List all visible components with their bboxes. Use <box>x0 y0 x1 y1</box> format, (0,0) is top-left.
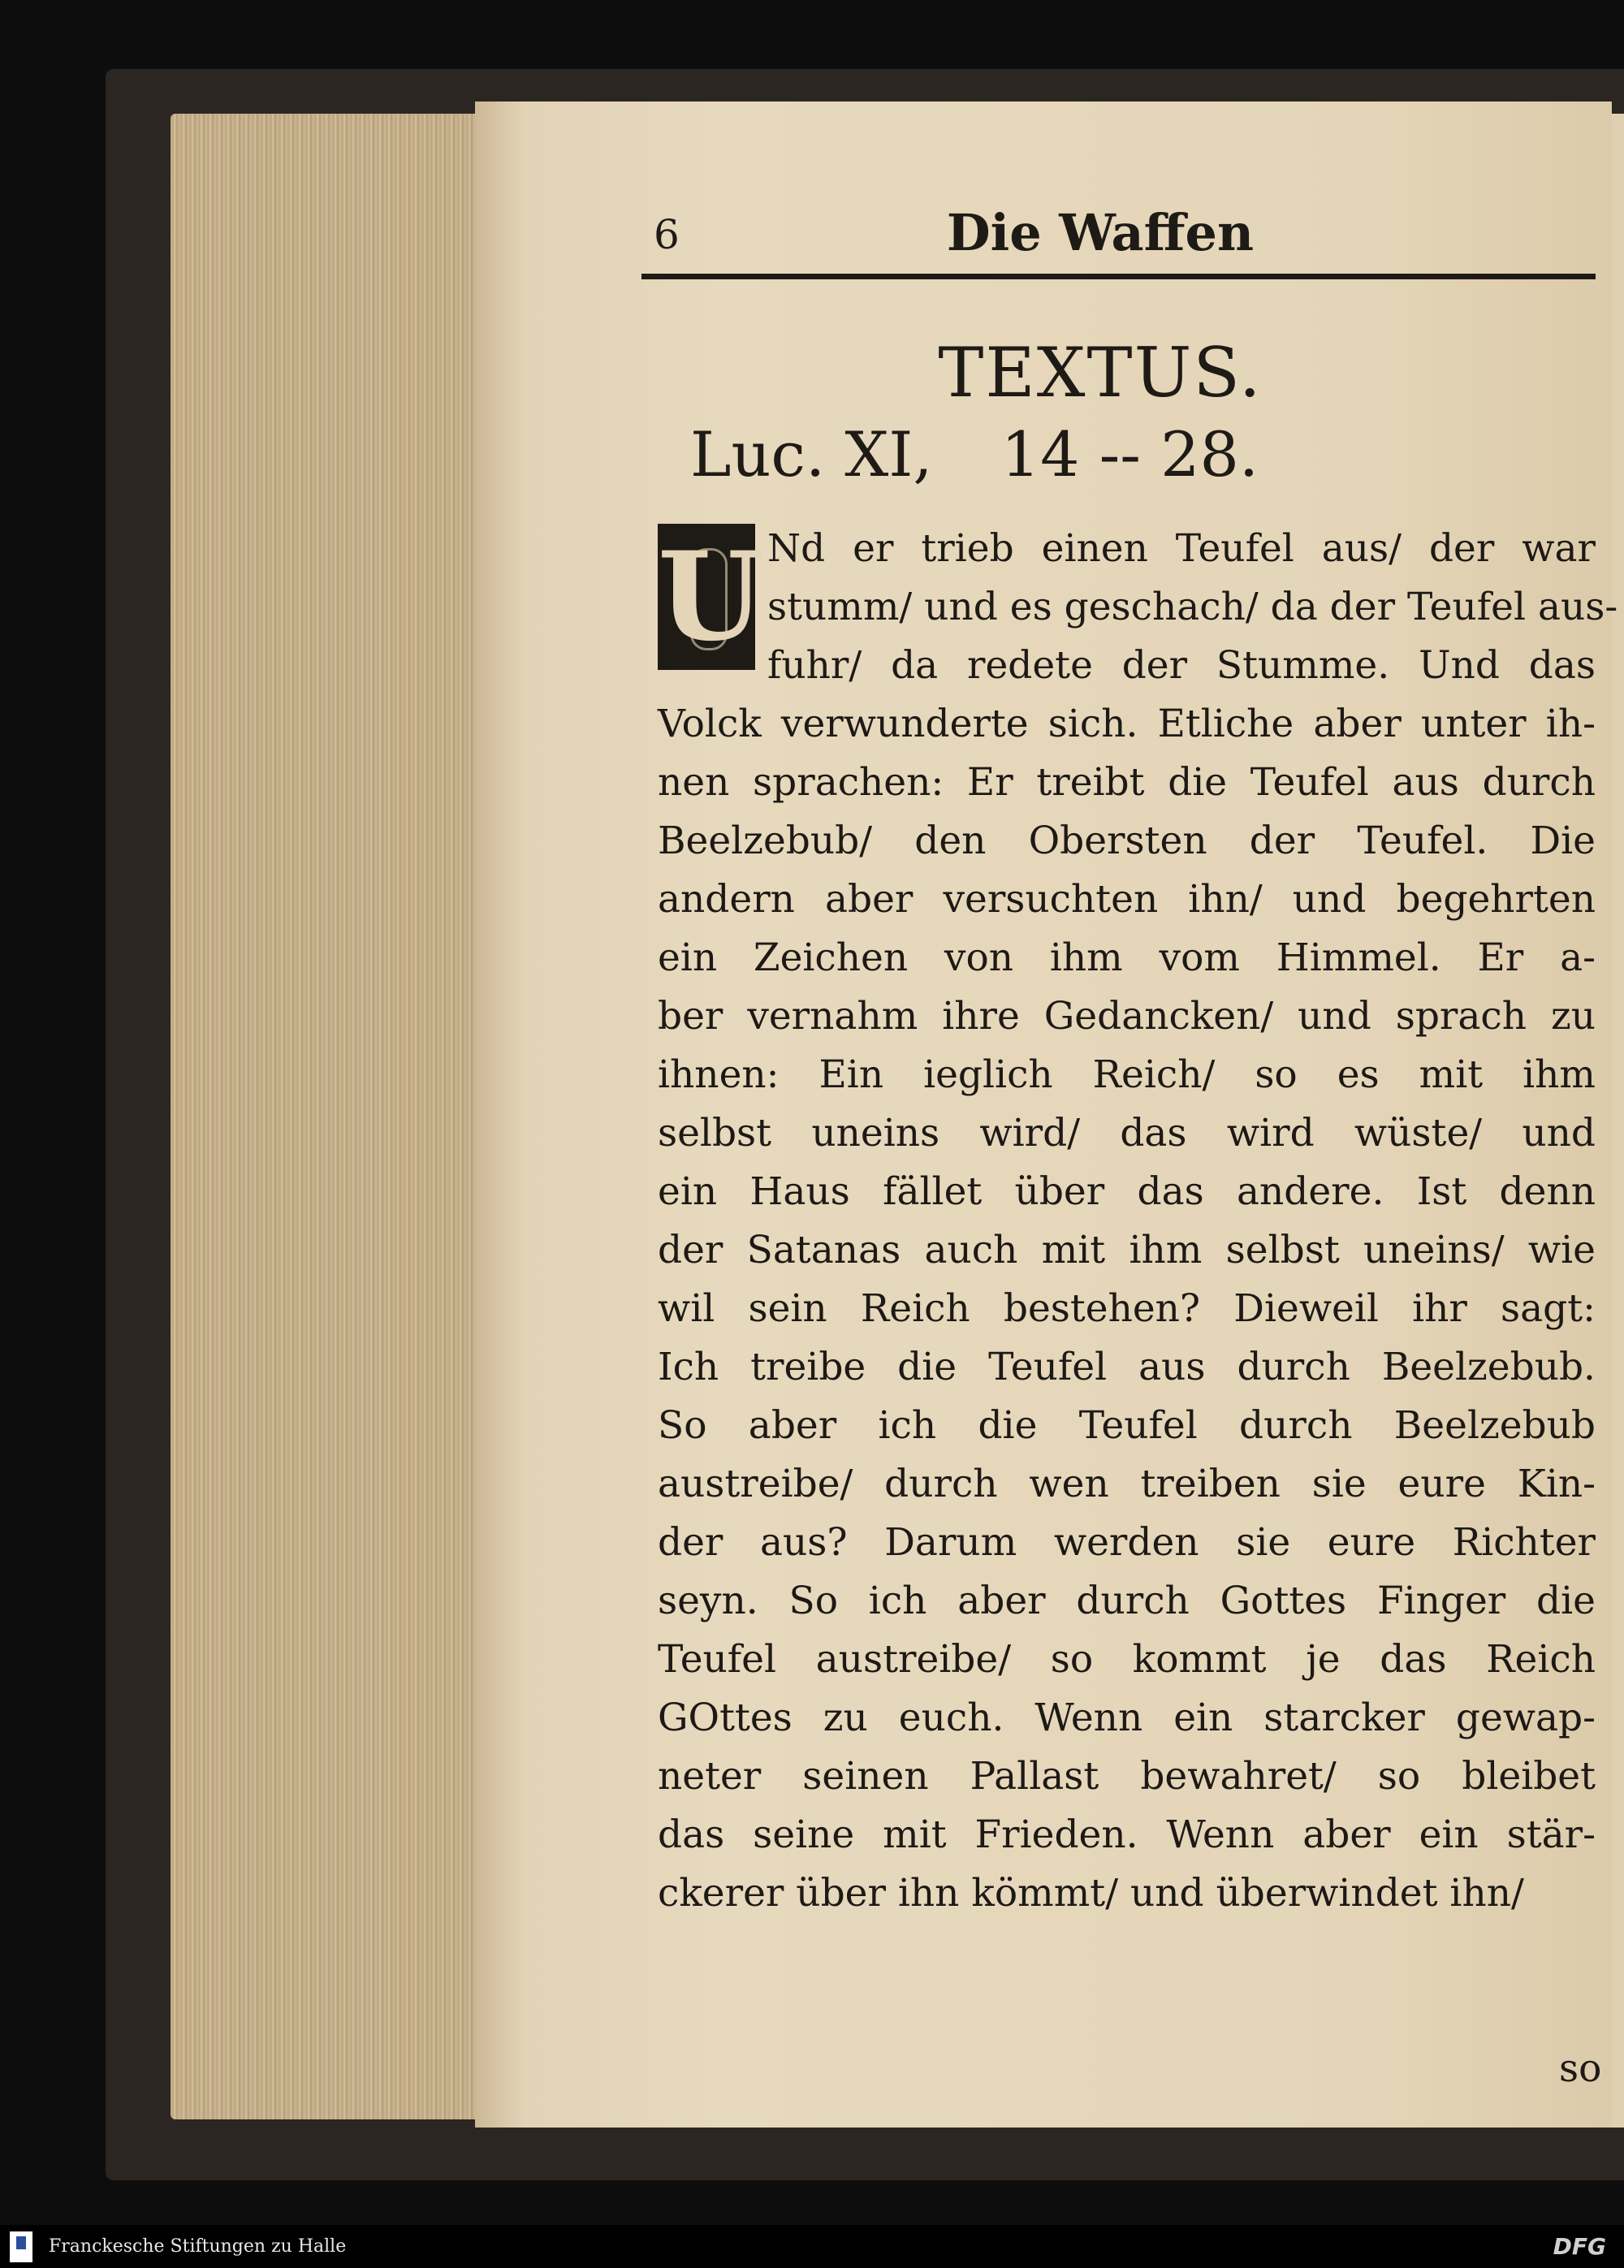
text-line: ein Haus fället über das andere. Ist denn <box>658 1169 1596 1214</box>
text-line: So aber ich die Teufel durch Beelzebub <box>658 1403 1596 1448</box>
text-line: Beelzebub/ den Obersten der Teufel. Die <box>658 819 1596 863</box>
text-line: Volck verwunderte sich. Etliche aber unter ih- <box>658 702 1596 746</box>
text-line: nen sprachen: Er treibt die Teufel aus durch <box>658 760 1596 805</box>
scripture-text <box>658 520 1618 1923</box>
page-stack <box>171 114 487 2119</box>
logo-mark <box>16 2236 26 2249</box>
text-line: ihnen: Ein ieglich Reich/ so es mit ihm <box>658 1052 1596 1097</box>
institution-name: Franckesche Stiftungen zu Halle <box>49 2236 347 2257</box>
book-page <box>475 102 1618 2128</box>
reference-book: Luc. XI, <box>690 418 933 490</box>
running-title: Die Waffen <box>946 203 1255 262</box>
text-line: Ich treibe die Teufel aus durch Beelzebub. <box>658 1345 1596 1389</box>
text-line: neter seinen Pallast bewahret/ so bleibet <box>658 1754 1596 1799</box>
text-line: der aus? Darum werden sie eure Richter <box>658 1520 1596 1565</box>
institution-logo-icon <box>10 2231 32 2262</box>
text-line: ckerer über ihn kömmt/ und überwindet ihn/ <box>658 1871 1524 1916</box>
section-title: TEXTUS. <box>938 333 1263 413</box>
catchword: so <box>1559 2046 1602 2091</box>
reference-verses: 14 -- 28. <box>1000 418 1259 490</box>
dfg-logo: DFG <box>1553 2233 1606 2260</box>
text-line: andern aber versuchten ihn/ und begehrten <box>658 877 1596 922</box>
text-line: wil sein Reich bestehen? Dieweil ihr sagt: <box>658 1286 1596 1331</box>
text-line: selbst uneins wird/ das wird wüste/ und <box>658 1111 1596 1156</box>
viewer-footer <box>0 2225 1624 2268</box>
header-rule <box>641 274 1596 279</box>
text-line: ber vernahm ihre Gedancken/ und sprach zu <box>658 994 1596 1039</box>
text-line: ein Zeichen von ihm vom Himmel. Er a- <box>658 935 1596 980</box>
text-line: stumm/ und es geschach/ da der Teufel aus- <box>767 585 1618 629</box>
page-number: 6 <box>654 211 680 258</box>
text-line: GOttes zu euch. Wenn ein starcker gewap- <box>658 1696 1596 1740</box>
text-line: seyn. So ich aber durch Gottes Finger die <box>658 1579 1596 1623</box>
text-line: der Satanas auch mit ihm selbst uneins/ wie <box>658 1228 1596 1272</box>
text-line: Teufel austreibe/ so kommt je das Reich <box>658 1637 1596 1682</box>
initial-letter: U <box>658 525 764 668</box>
bible-reference <box>690 418 1502 490</box>
text-line: das seine mit Frieden. Wenn aber ein stär- <box>658 1812 1596 1857</box>
text-line: fuhr/ da redete der Stumme. Und das <box>767 643 1596 688</box>
text-line: austreibe/ durch wen treiben sie eure Kin- <box>658 1462 1596 1506</box>
text-line: Nd er trieb einen Teufel aus/ der war <box>767 526 1596 571</box>
